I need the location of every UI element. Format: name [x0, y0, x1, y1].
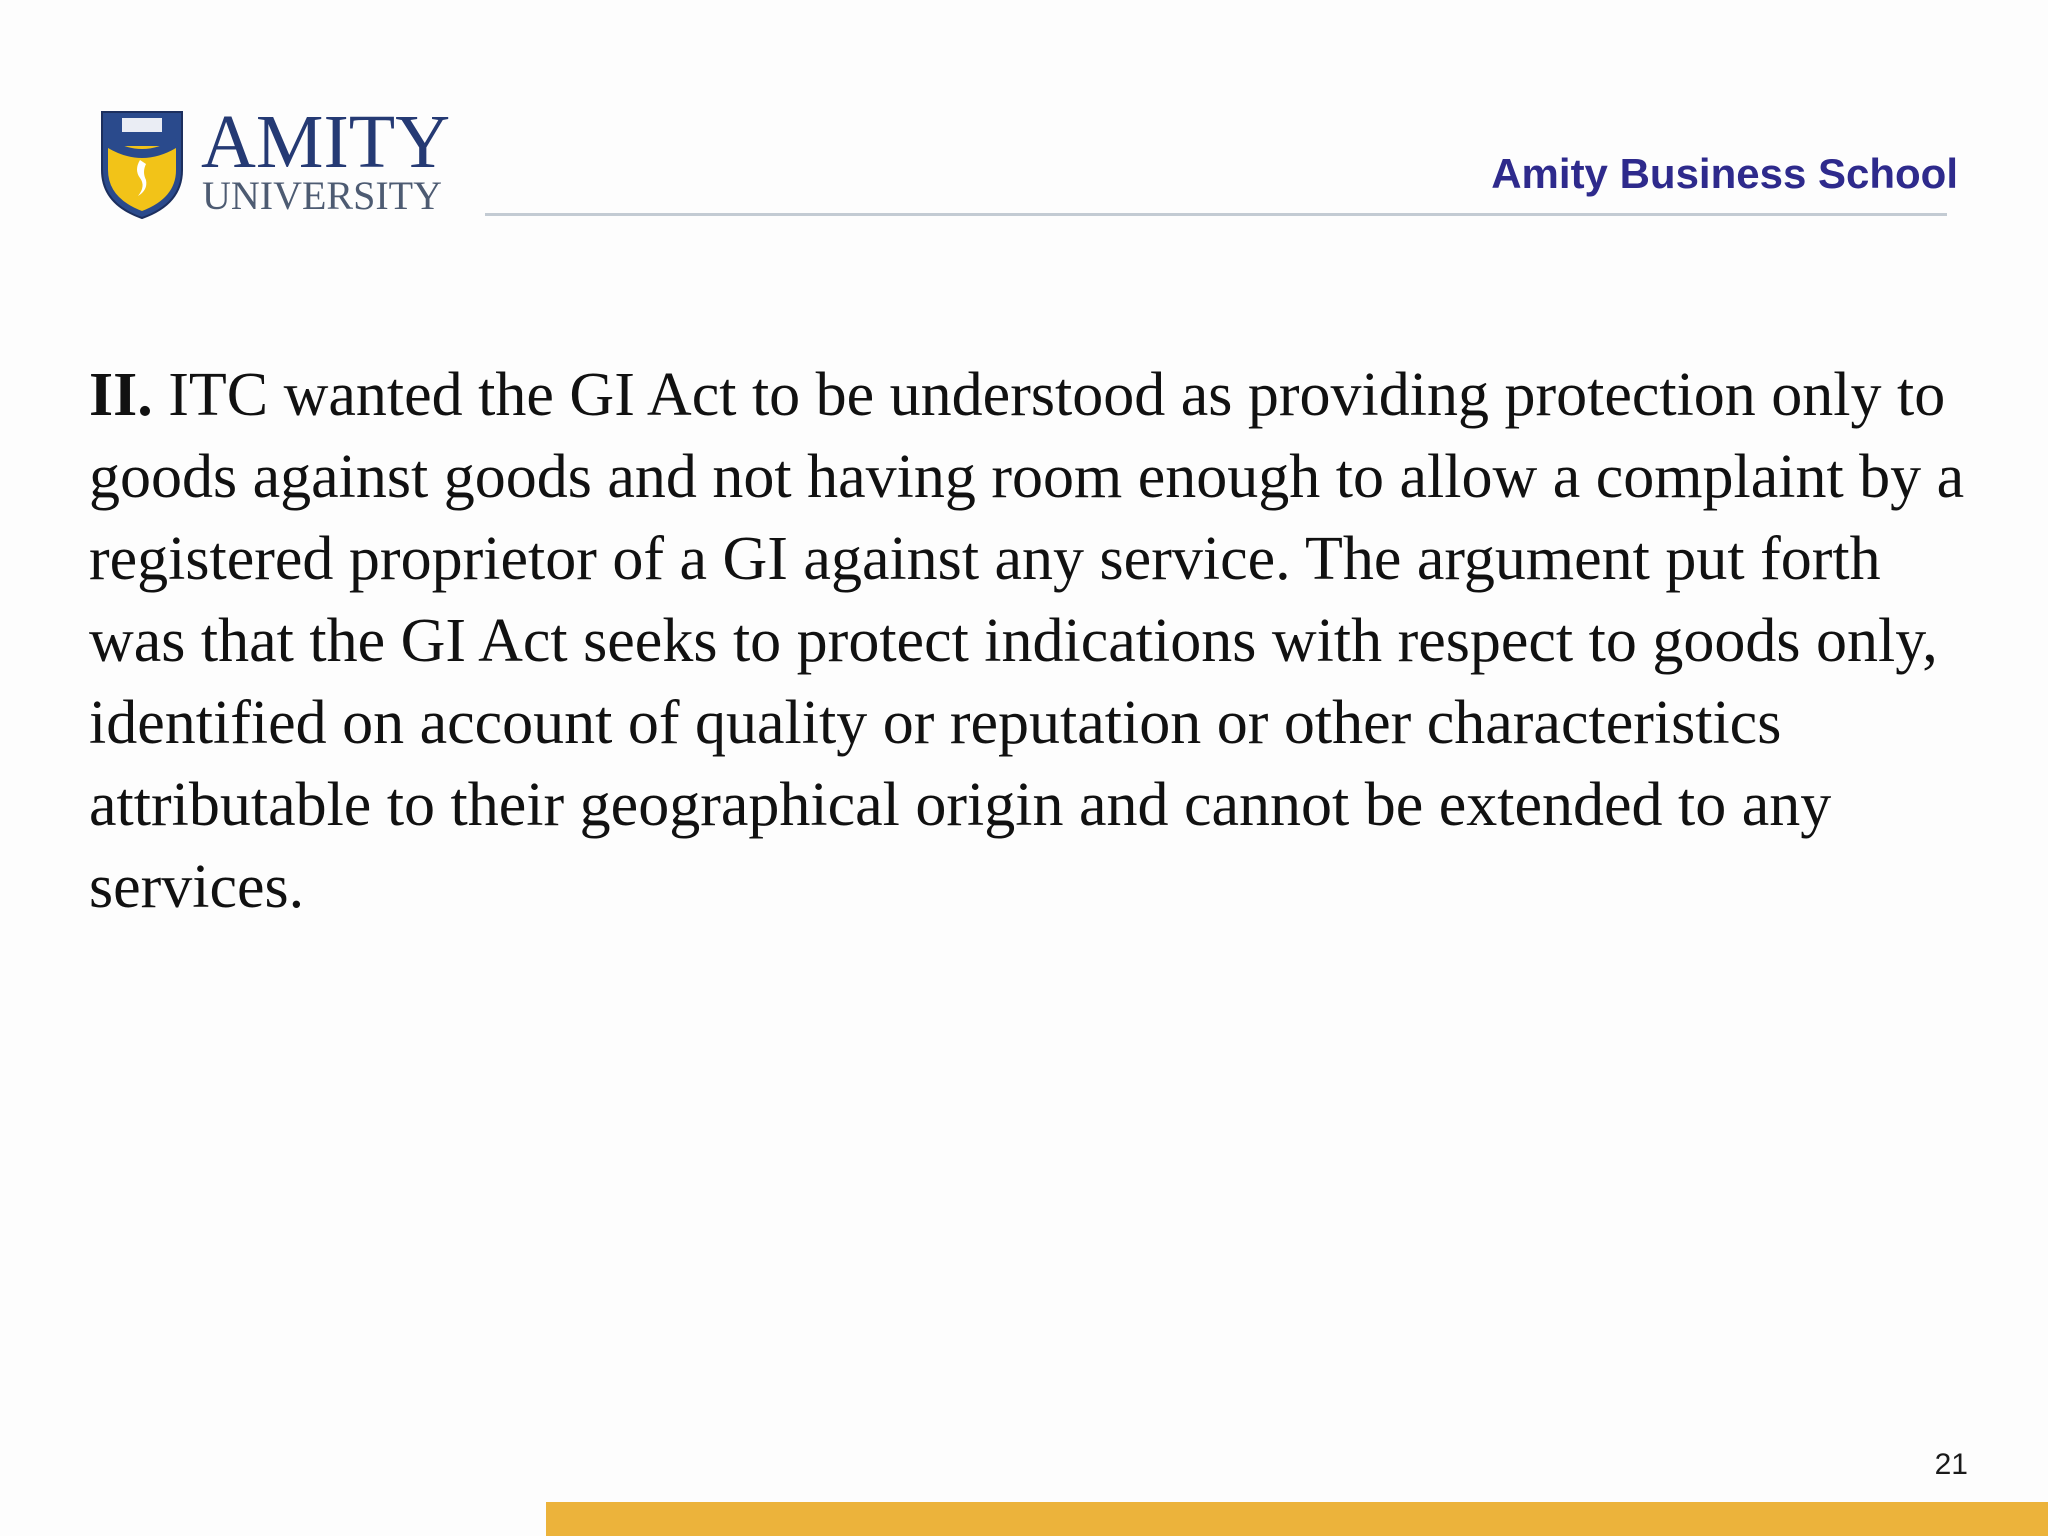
logo-wordmark-amity: AMITY	[201, 100, 451, 184]
amity-university-logo	[96, 100, 451, 226]
page-number: 21	[1934, 1448, 1968, 1481]
shield-emblem-icon	[96, 108, 188, 220]
school-name-heading: Amity Business School	[1491, 150, 1958, 197]
footer-accent-bar	[546, 1502, 2048, 1536]
slide-body-text	[89, 354, 1969, 928]
section-numeral: II.	[89, 361, 153, 429]
body-paragraph: ITC wanted the GI Act to be understood as providing protection only to goods against goods and not having room enough to allow a complaint by a registered proprietor of a GI against any service. The argument put forth was that the GI Act seeks to protect indications with respect to goods only, identified on account of quality or reputation or other characteristics attributable to their geographical origin and cannot be extended to any services.	[89, 361, 1965, 921]
header-divider	[485, 213, 1947, 216]
logo-wordmark-university: UNIVERSITY	[202, 173, 442, 218]
